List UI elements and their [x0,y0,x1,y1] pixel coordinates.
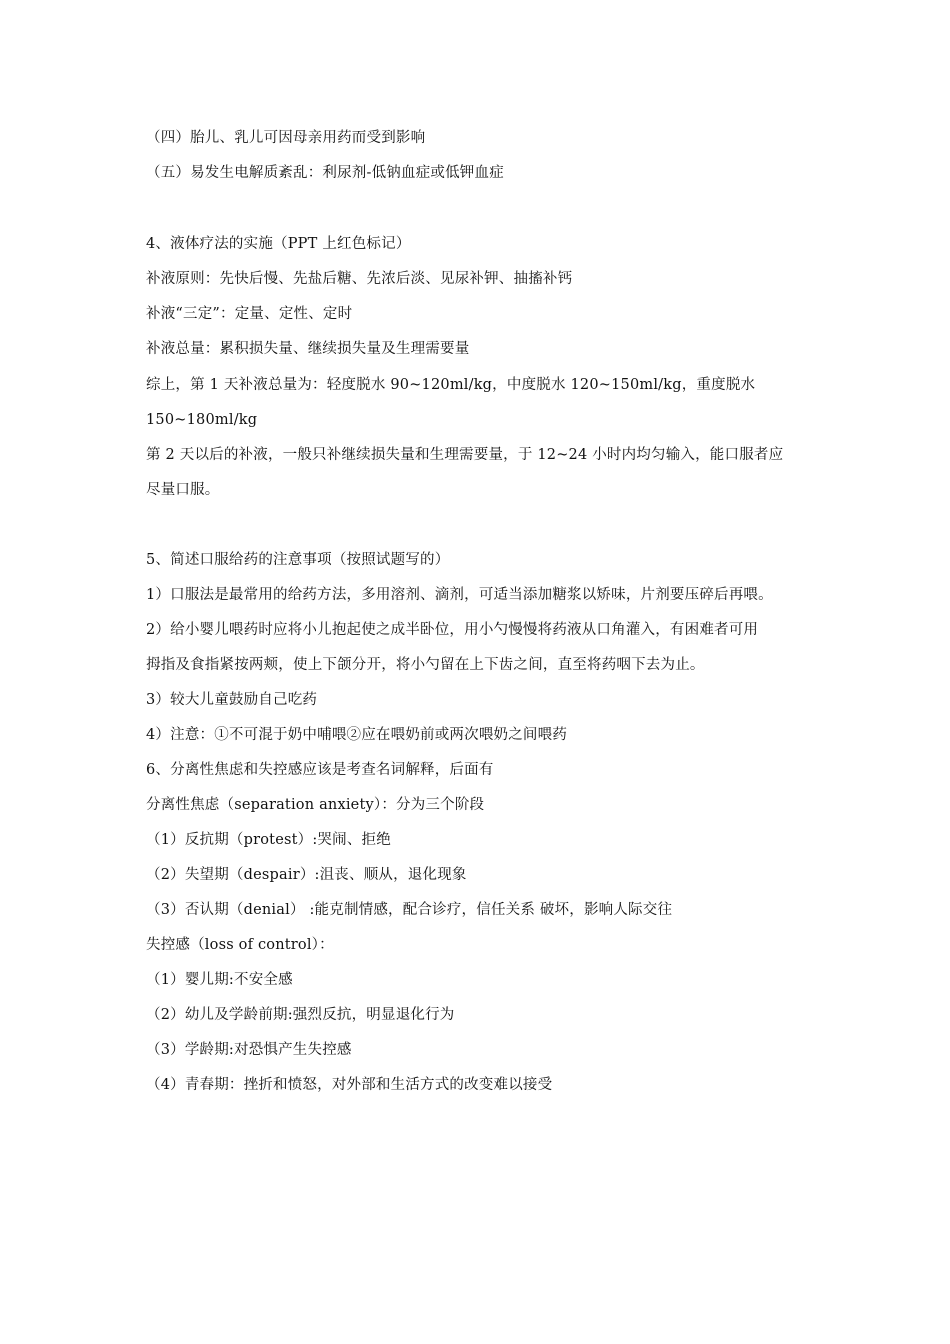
text-line: （3）否认期（denial） :能克制情感，配合诊疗，信任关系 破坏，影响人际交往 [146,902,673,918]
text-line: （4）青春期：挫折和愤怒，对外部和生活方式的改变难以接受 [146,1077,553,1093]
text-line: （四）胎儿、乳儿可因母亲用药而受到影响 [146,130,426,146]
text-line: 4）注意：①不可混于奶中哺喂②应在喂奶前或两次喂奶之间喂药 [146,727,568,743]
section-heading: 6、分离性焦虑和失控感应该是考查名词解释，后面有 [146,762,494,778]
text-line: 3）较大儿童鼓励自己吃药 [146,692,318,708]
text-line: （3）学龄期:对恐惧产生失控感 [146,1042,352,1058]
text-line: 失控感（loss of control）： [146,937,334,953]
section-heading: 4、液体疗法的实施（PPT 上红色标记） [146,236,411,252]
text-line: 补液总量：累积损失量、继续损失量及生理需要量 [146,341,470,357]
section-heading: 5、简述口服给药的注意事项（按照试题写的） [146,552,450,568]
text-line: （2）幼儿及学龄前期:强烈反抗，明显退化行为 [146,1007,455,1023]
text-line: 综上，第 1 天补液总量为：轻度脱水 90~120ml/kg，中度脱水 120~150ml/kg，重度脱水 [146,377,756,393]
text-line: 尽量口服。 [146,482,220,498]
text-line: （2）失望期（despair）:沮丧、顺从，退化现象 [146,867,467,883]
text-line: 分离性焦虑（separation anxiety）：分为三个阶段 [146,797,485,813]
text-line: 拇指及食指紧按两颊，使上下颌分开，将小勺留在上下齿之间，直至将药咽下去为止。 [146,657,705,673]
text-line: 2）给小婴儿喂药时应将小儿抱起使之成半卧位，用小勺慢慢将药液从口角灌入，有困难者可用 [146,622,759,638]
text-line: 第 2 天以后的补液，一般只补继续损失量和生理需要量，于 12~24 小时内均匀输入，能口服者应 [146,447,784,463]
text-line: 1）口服法是最常用的给药方法，多用溶剂、滴剂，可适当添加糖浆以矫味，片剂要压碎后再喂。 [146,587,773,603]
text-line: 补液“三定”：定量、定性、定时 [146,306,353,322]
text-line: 150~180ml/kg [146,412,258,428]
text-line: 补液原则：先快后慢、先盐后糖、先浓后淡、见尿补钾、抽搐补钙 [146,271,573,287]
text-line: （1）婴儿期:不安全感 [146,972,293,988]
text-line: （1）反抗期（protest）:哭闹、拒绝 [146,832,391,848]
text-line: （五）易发生电解质紊乱：利尿剂-低钠血症或低钾血症 [146,165,504,181]
